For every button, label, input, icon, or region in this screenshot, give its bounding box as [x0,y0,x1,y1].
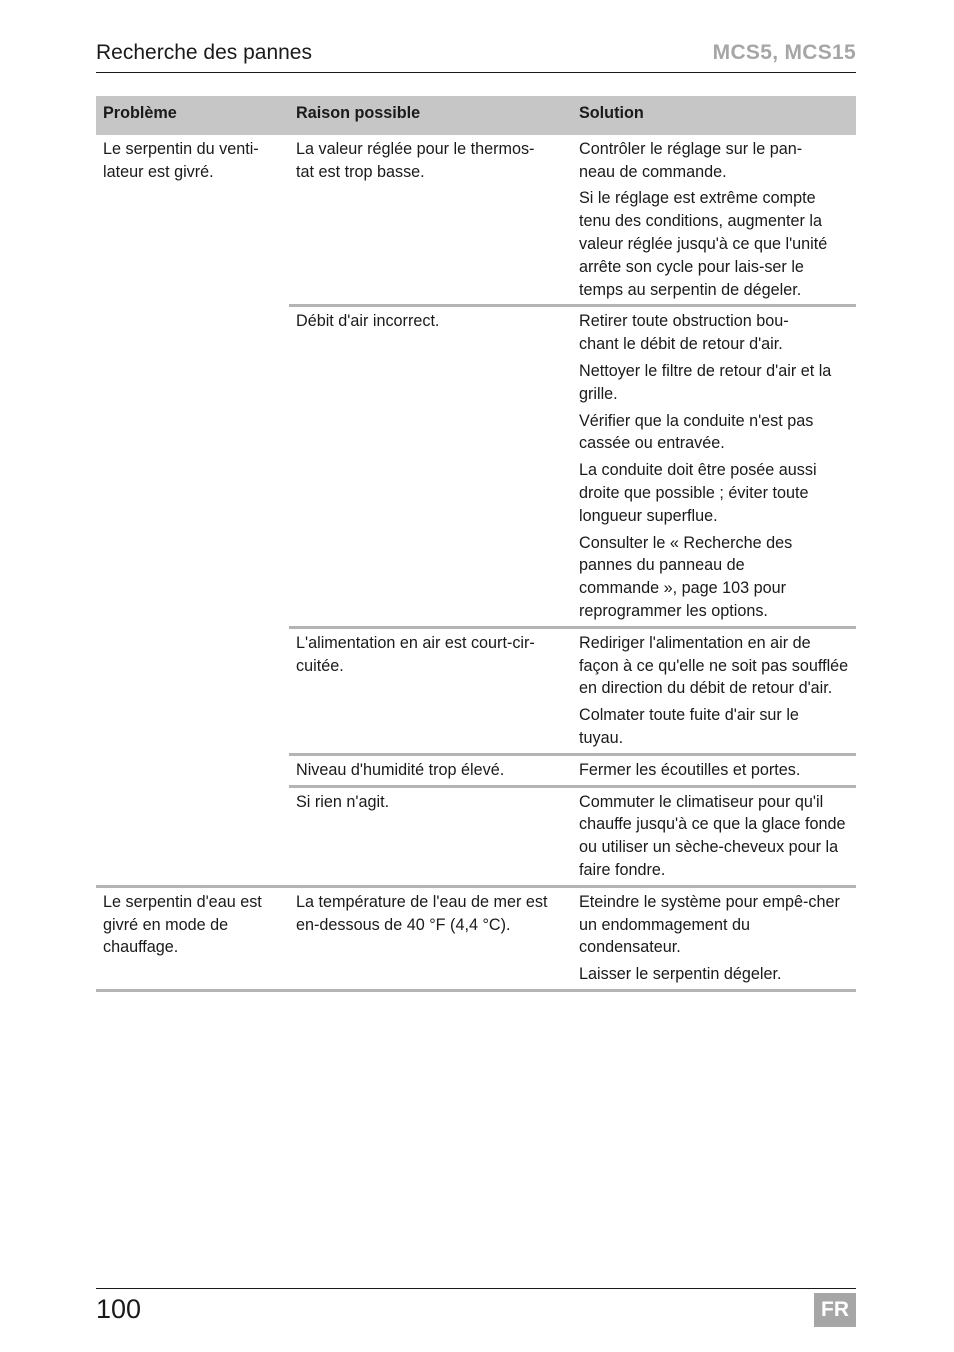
troubleshooting-table [96,96,856,992]
reason-text: L'alimentation en air est court-cir-cuitée. [296,633,535,675]
page-number: 100 [96,1294,142,1324]
reason-text: Si rien n'agit. [296,792,390,811]
solution-cell [572,627,856,754]
language-badge: FR [814,1293,856,1327]
reason-cell [289,135,572,306]
section-title: Recherche des pannes [96,41,312,64]
reason-cell [289,886,572,990]
solution-text: Rediriger l'alimentation en air de façon à ce qu'elle ne soit pas soufflée en direction du débit de retour d'air. [579,633,849,698]
table-header-row [96,96,856,135]
solution-text: Nettoyer le filtre de retour d'air et la grille. [579,361,832,403]
solution-text: Colmater toute fuite d'air sur le tuyau. [579,706,799,747]
table-row [96,886,856,990]
reason-text: La valeur réglée pour le thermos- [296,139,535,158]
solution-cell [572,786,856,886]
solution-cell [572,306,856,627]
problem-text: Le serpentin d'eau est givré en mode de chauffage. [103,892,262,957]
problem-text: Le serpentin du venti- [103,139,259,158]
page-footer [96,1288,856,1329]
reason-cell [289,754,572,786]
problem-cell [96,135,289,886]
page-header [96,38,856,73]
table-row [96,135,856,306]
reason-text: Débit d'air incorrect. [296,312,440,331]
solution-text: Retirer toute obstruction bou-chant le débit de retour d'air. [579,312,789,354]
solution-text: Consulter le « Recherche des pannes du panneau de commande », page 103 pour reprogrammer les options. [579,533,793,620]
solution-cell [572,754,856,786]
solution-text: Fermer les écoutilles et portes. [579,760,801,779]
reason-text: tat est trop basse. [296,162,425,181]
troubleshooting-table-container [96,96,856,992]
reason-cell [289,627,572,754]
solution-cell [572,135,856,306]
solution-cell [572,886,856,990]
solution-text: Eteindre le système pour empê-cher un endommagement du condensateur. [579,892,840,957]
solution-text: Laisser le serpentin dégeler. [579,965,782,984]
column-header-problem: Problème [96,96,289,135]
problem-text: lateur est givré. [103,162,214,181]
model-name: MCS5, MCS15 [712,41,856,64]
reason-cell [289,786,572,886]
solution-text: Si le réglage est extrême compte tenu des conditions, augmenter la valeur réglée jusqu'à ce que l'unité arrête son cycle pour lais-ser le temps au serpentin de dégeler. [579,189,828,299]
column-header-solution: Solution [572,96,856,135]
column-header-reason: Raison possible [289,96,572,135]
solution-text: Contrôler le réglage sur le pan-neau de commande. [579,139,803,181]
reason-text: Niveau d'humidité trop élevé. [296,760,505,779]
reason-cell [289,306,572,627]
solution-text: Vérifier que la conduite n'est pas cassée ou entravée. [579,411,814,453]
solution-text: Commuter le climatiseur pour qu'il chauffe jusqu'à ce que la glace fonde ou utiliser un sèche-cheveux pour la faire fondre. [579,792,846,879]
solution-text: La conduite doit être posée aussi droite que possible ; éviter toute longueur superflue. [579,461,817,525]
reason-text: La température de l'eau de mer est en-dessous de 40 °F (4,4 °C). [296,892,548,934]
problem-cell [96,886,289,990]
